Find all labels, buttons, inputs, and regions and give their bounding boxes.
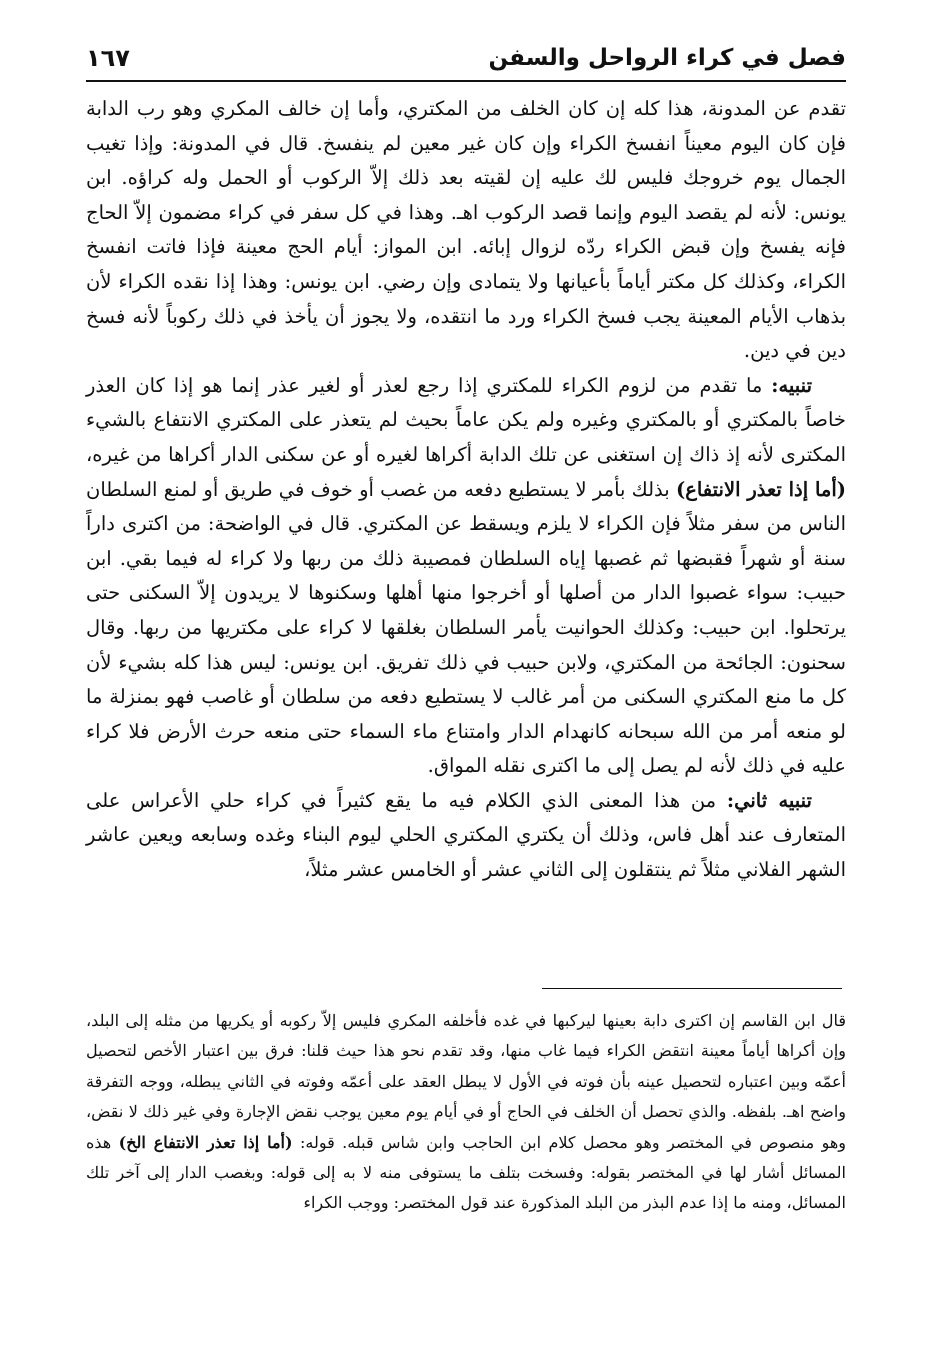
main-text: [86, 92, 846, 888]
paragraph-3-text: من هذا المعنى الذي الكلام فيه ما يقع كثيراً في كراء حلي الأعراس على المتعارف عند أهل فاس، وذلك أن يكتري المكتري الحلي ليوم البناء وغده وسابعه ويعين عاشر الشهر الفلاني مثلاً ثم ينتقلون إلى الثاني عشر أو الخامس عشر مثلاً،: [86, 788, 846, 882]
footnotes: [86, 1006, 846, 1219]
footnote-part-b: هذه المسائل أشار لها في المختصر بقوله: وفسخت بتلف ما يستوفى منه لا به إلى قوله: وبغصب الدار إلى آخر تلك المسائل، ومنه ما إذا عدم البذر من البلد المذكورة عند قول المختصر: ووجب الكراء: [86, 1132, 846, 1213]
footnote-quoted-phrase: (أما إذا تعذر الانتفاع الخ): [118, 1132, 293, 1152]
paragraph-2-part-a: ما تقدم من لزوم الكراء للمكتري إذا رجع لعذر أو لغير عذر إنما هو إذا كان العذر خاصاً بالمكتري أو بالمكتري وغيره ولم يكن عاماً بحيث لم يتعذر على المكتري الانتفاع بالشيء المكترى لأنه إذ ذاك إن استغنى عن تلك الدابة أكراها لغيره أو عن سكنى الدار أكراها من غيره،: [86, 373, 846, 466]
footnote-separator: [542, 988, 842, 989]
paragraph-2: [86, 369, 846, 784]
tanbih-thani-label: تنبيه ثاني:: [726, 788, 812, 812]
quoted-phrase: (أما إذا تعذر الانتفاع): [675, 477, 847, 501]
header-rule: [86, 80, 846, 82]
paragraph-3: [86, 784, 846, 888]
page-header: [86, 38, 846, 78]
running-title: فصل في كراء الرواحل والسفن: [488, 45, 846, 71]
tanbih-label: تنبيه:: [771, 373, 812, 397]
paragraph-1: تقدم عن المدونة، هذا كله إن كان الخلف من المكتري، وأما إن خالف المكري وهو رب الدابة فإن كان اليوم معيناً انفسخ الكراء وإن كان غير معين لم ينفسخ. قال في المدونة: وإذا تغيب الجمال يوم خروجك فليس لك عليه إن لقيته بعد ذلك إلاّ الركوب أو الحمل وله كراؤه. ابن يونس: لأنه لم يقصد اليوم وإنما قصد الركوب اهـ. وهذا في كل سفر في كراء مضمون إلاّ الحاج فإنه يفسخ وإن قبض الكراء ردّه لزوال إبائه. ابن المواز: أيام الحج معينة فإذا فاتت انفسخ الكراء، وكذلك كل مكتر أياماً بأعيانها ولا يتمادى وإن رضي. ابن يونس: وهذا إذا نقده الكراء لأن بذهاب الأيام المعينة يجب فسخ الكراء ورد ما انتقده، ولا يجوز أن يأخذ في ذلك ركوباً لأنه فسخ دين في دين.: [86, 97, 846, 363]
page-number: ١٦٧: [86, 44, 130, 72]
footnote-part-a: قال ابن القاسم إن اكترى دابة بعينها ليركبها في غده فأخلفه المكري فليس إلاّ ركوبه أو يكريها من مثله إلى البلد، وإن أكراها أياماً معينة انتقض الكراء فيما غاب منها، وقد تقدم نحو هذا حيث قلنا: فرق بين اعتبار الأخص لتحصيل أعمّه وبين اعتباره لتحصيل عينه بأن فوته في الأول لا يبطل العقد على أعمّه وفوته في الثاني يبطله، ووجه التفرقة واضح اهـ. بلفظه. والذي تحصل أن الخلف في الحاج أو في أيام يوم معين يوجب نقض الإجارة وفي غير ذلك لا نقض، وهو منصوص في المختصر وهو محصل كلام ابن الحاجب وابن شاس قبله. قوله:: [86, 1011, 847, 1152]
footnote-paragraph: [86, 1006, 846, 1219]
paragraph-2-part-b: بذلك بأمر لا يستطيع دفعه من غصب أو خوف في طريق أو لمنع السلطان الناس من سفر مثلاً فإن الكراء لا يلزم ويسقط عن المكتري. قال في الواضحة: من اكترى داراً سنة أو شهراً فقبضها ثم غصبها إياه السلطان فمصيبة ذلك من ربها ولا كراء له فيما بقي. ابن حبيب: سواء غصبوا الدار من أصلها أو أخرجوا منها أهلها وسكنوها لا يريدون إلاّ السكنى حتى يرتحلوا. ابن حبيب: وكذلك الحوانيت يأمر السلطان بغلقها لا كراء على مكتريها من ربها. وقال سحنون: الجائحة من المكتري، ولابن حبيب في ذلك تفريق. ابن يونس: ليس هذا كله بشيء لأن كل ما منع المكتري السكنى من أمر غالب لا يستطيع دفعه من سلطان أو غاصب فهو بمنزلة ما لو منعه أمر من الله سبحانه كانهدام الدار وامتناع ماء السماء حتى منعه حرث الأرض فلا كراء عليه في ذلك لأنه لم يصل إلى ما اكترى نقله المواق.: [86, 477, 846, 778]
